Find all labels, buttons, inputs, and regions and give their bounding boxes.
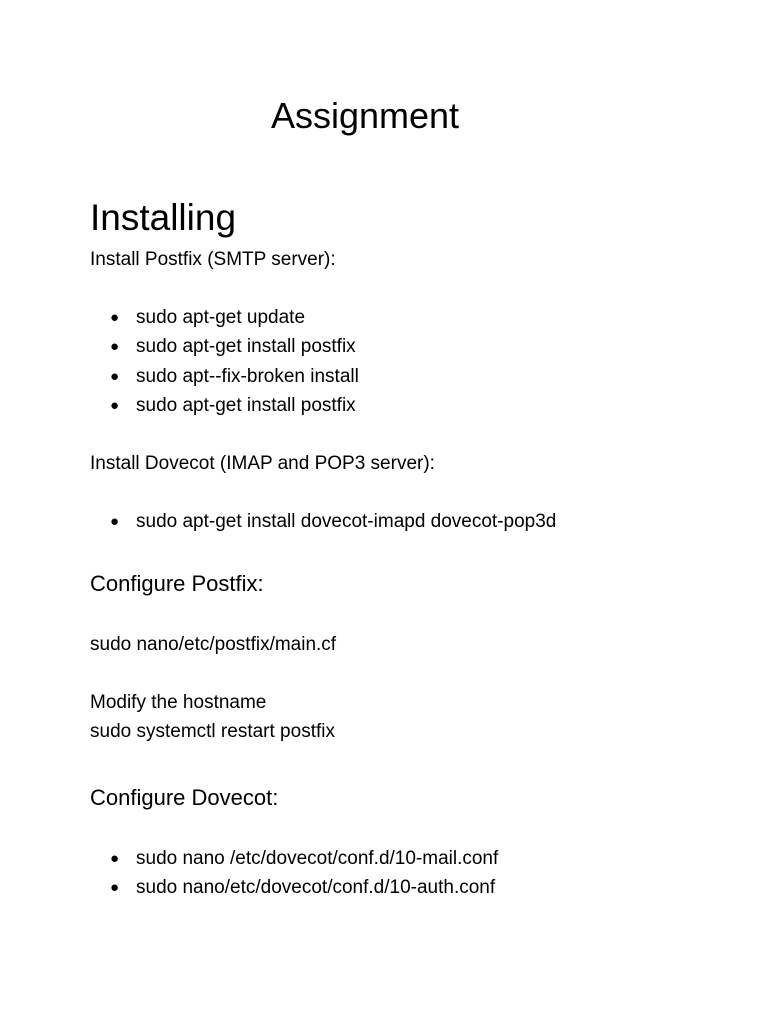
configure-dovecot-list [110,844,498,903]
command-text: sudo apt-get install dovecot-imapd dovecot-pop3d [136,511,557,532]
bullet-icon: ● [110,513,120,530]
bullet-icon: ● [110,396,120,414]
list-item [110,391,359,420]
list-item [110,507,556,536]
command-text: sudo apt-get install postfix [136,394,356,416]
command-text: sudo apt-get update [136,307,306,328]
list-item [110,332,359,361]
bullet-icon: ● [110,309,120,326]
command-text: sudo apt-get install postfix [136,336,356,358]
command-text: sudo apt--fix-broken install [136,365,359,387]
install-dovecot-label: Install Dovecot (IMAP and POP3 server): [90,453,435,474]
bullet-icon: ● [110,850,120,867]
configure-postfix-command: sudo nano/etc/postfix/main.cf [90,634,337,655]
modify-hostname-text: Modify the hostname [90,692,267,713]
list-item [110,844,498,873]
command-text: sudo nano/etc/dovecot/conf.d/10-auth.conf [136,877,496,899]
installing-heading: Installing [90,197,237,238]
bullet-icon: ● [110,367,120,385]
configure-postfix-heading: Configure Postfix: [90,571,264,596]
restart-postfix-command: sudo systemctl restart postfix [90,721,335,742]
document-title: Assignment [270,95,460,136]
list-item [110,873,498,902]
configure-dovecot-heading: Configure Dovecot: [90,785,279,810]
install-dovecot-list [110,507,556,536]
command-text: sudo nano /etc/dovecot/conf.d/10-mail.conf [136,848,499,869]
install-postfix-label: Install Postfix (SMTP server): [90,249,336,270]
bullet-icon: ● [110,338,120,356]
install-postfix-list [110,303,359,420]
list-item [110,362,359,391]
list-item [110,303,359,332]
bullet-icon: ● [110,879,120,897]
